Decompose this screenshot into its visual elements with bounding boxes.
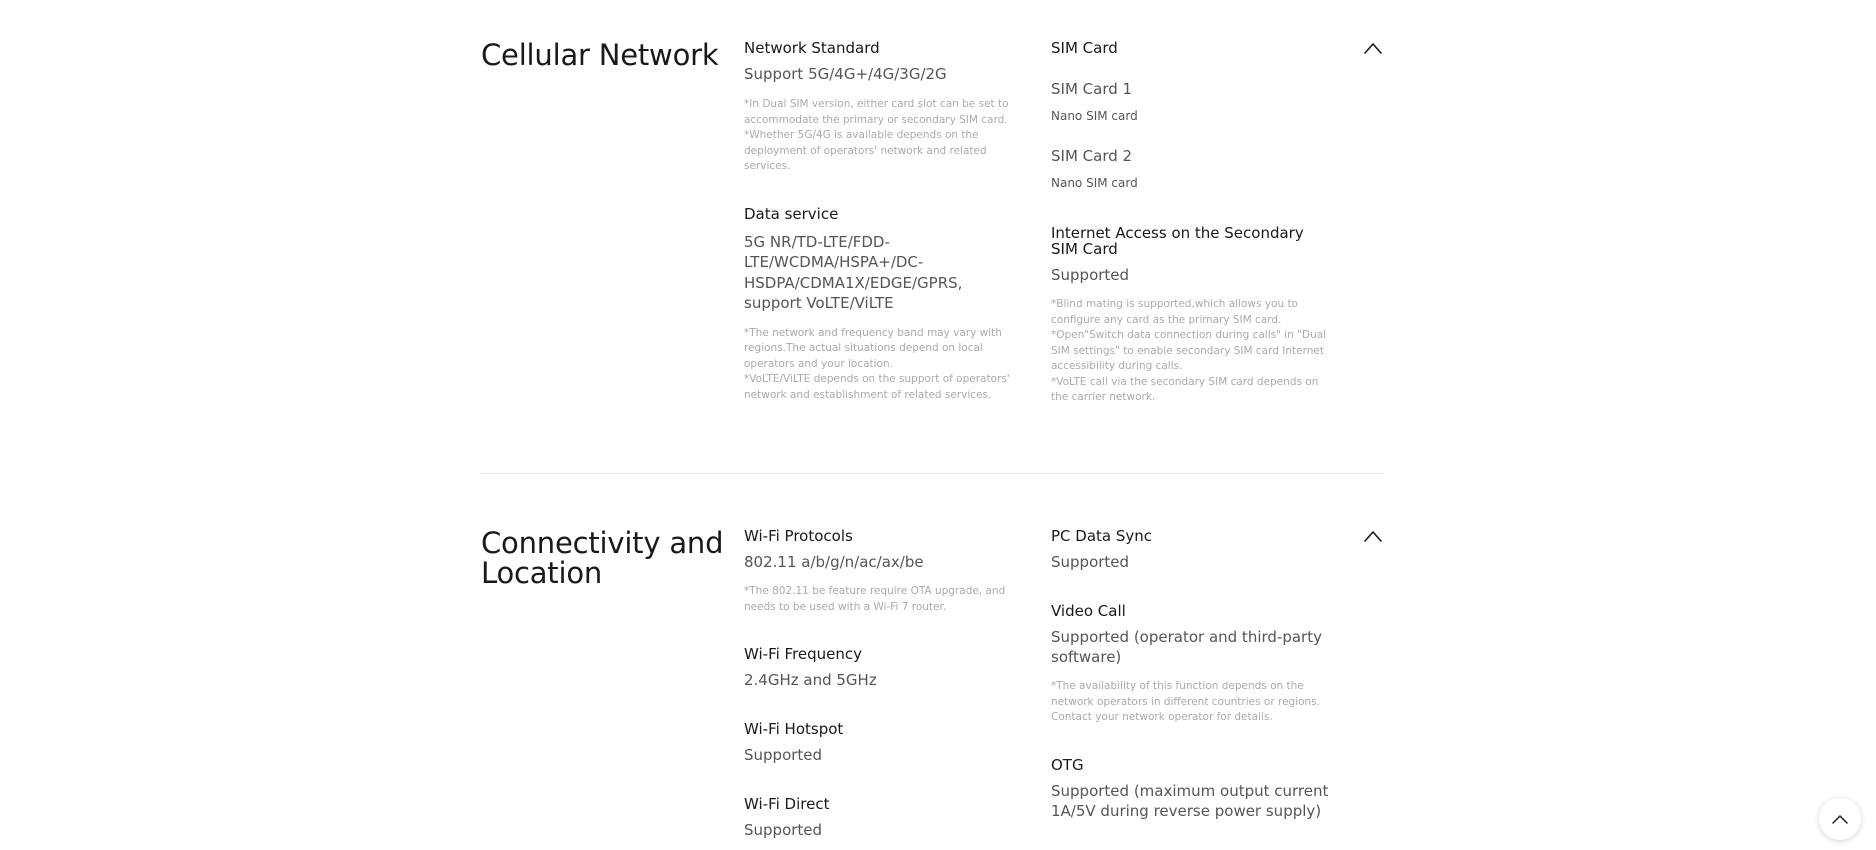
connectivity-column-left xyxy=(744,527,1024,840)
spec-title: Network Standard xyxy=(744,39,880,57)
chevron-up-icon xyxy=(1363,528,1383,544)
spec-data-service xyxy=(744,205,1024,404)
spec-note: *Whether 5G/4G is available depends on the deployment of operators' network and related services. xyxy=(744,129,987,172)
spec-value: 802.11 a/b/g/n/ac/ax/be xyxy=(744,553,924,571)
spec-note: *The network and frequency band may vary with regions.The actual situations depend on local operators and your location. xyxy=(744,326,1002,370)
spec-value: Supported xyxy=(1051,266,1130,284)
spec-pc-data-sync xyxy=(1051,527,1331,572)
spec-sim-card xyxy=(1051,39,1331,191)
collapse-connectivity-button[interactable] xyxy=(1363,528,1383,544)
chevron-up-icon xyxy=(1363,40,1383,56)
spec-title: Internet Access on the Secondary SIM Card xyxy=(1051,224,1304,258)
sim-card-1-title: SIM Card 1 xyxy=(1051,80,1133,98)
spec-title: Video Call xyxy=(1051,602,1126,620)
spec-value: Supported xyxy=(1051,553,1130,571)
sim-card-2 xyxy=(1051,146,1331,191)
spec-note: *The 802.11 be feature require OTA upgrade, and needs to be used with a Wi-Fi 7 router. xyxy=(744,585,1006,613)
spec-title: SIM Card xyxy=(1051,39,1118,57)
spec-title: PC Data Sync xyxy=(1051,527,1153,545)
connectivity-column-right xyxy=(1051,527,1331,821)
arrow-up-icon xyxy=(1831,813,1849,825)
spec-title: Data service xyxy=(744,204,839,223)
spec-note: *Open"Switch data connection during calls" in "Dual SIM settings" to enable secondary SIM card Internet accessibility during calls. xyxy=(1051,329,1327,372)
collapse-cellular-button[interactable] xyxy=(1363,40,1383,56)
spec-note: *The availability of this function depends on the network operators in different countries or regions. Contact your network operator for details. xyxy=(1051,680,1321,723)
spec-title: Wi-Fi Direct xyxy=(744,795,830,813)
spec-secondary-sim-internet xyxy=(1051,225,1331,406)
spec-note: *VoLTE/ViLTE depends on the support of operators' network and establishment of related services. xyxy=(744,373,1010,401)
spec-value: Supported (operator and third-party software) xyxy=(1051,628,1322,666)
spec-title: OTG xyxy=(1051,755,1084,774)
spec-value: Supported xyxy=(744,746,823,764)
spec-note: *In Dual SIM version, either card slot can be set to accommodate the primary or secondary SIM card. xyxy=(744,98,1009,126)
cellular-column-left xyxy=(744,39,1024,435)
spec-title: Wi-Fi Hotspot xyxy=(744,720,844,738)
spec-wifi-frequency xyxy=(744,645,1024,690)
spec-title: Wi-Fi Frequency xyxy=(744,645,863,663)
cellular-column-right xyxy=(1051,39,1331,438)
spec-title: Wi-Fi Protocols xyxy=(744,527,853,545)
spec-wifi-protocols xyxy=(744,527,1024,615)
sim-card-1-value: Nano SIM card xyxy=(1051,109,1138,123)
sim-card-1 xyxy=(1051,79,1331,124)
spec-wifi-hotspot xyxy=(744,720,1024,765)
spec-value: 2.4GHz and 5GHz xyxy=(744,671,877,689)
section-title-cellular-network: Cellular Network xyxy=(481,38,719,72)
section-title-connectivity-location: Connectivity and Location xyxy=(481,526,724,590)
sim-card-2-value: Nano SIM card xyxy=(1051,176,1138,190)
spec-network-standard xyxy=(744,39,1024,175)
spec-value: Support 5G/4G+/4G/3G/2G xyxy=(744,65,947,83)
sim-card-2-title: SIM Card 2 xyxy=(1051,147,1133,165)
spec-value: 5G NR/TD-LTE/FDD-LTE/WCDMA/HSPA+/DC-HSDPA/CDMA1X/EDGE/GPRS, support VoLTE/ViLTE xyxy=(744,232,963,312)
spec-otg xyxy=(1051,756,1331,821)
section-divider xyxy=(481,473,1383,474)
spec-note: *Blind mating is supported,which allows you to configure any card as the primary SIM card. xyxy=(1051,298,1298,326)
spec-value: Supported xyxy=(744,821,823,839)
spec-value: Supported (maximum output current 1A/5V during reverse power supply) xyxy=(1051,781,1329,820)
spec-note: *VoLTE call via the secondary SIM card depends on the carrier network. xyxy=(1051,375,1319,403)
spec-wifi-direct xyxy=(744,795,1024,840)
spec-video-call xyxy=(1051,602,1331,726)
back-to-top-button[interactable] xyxy=(1819,798,1861,840)
